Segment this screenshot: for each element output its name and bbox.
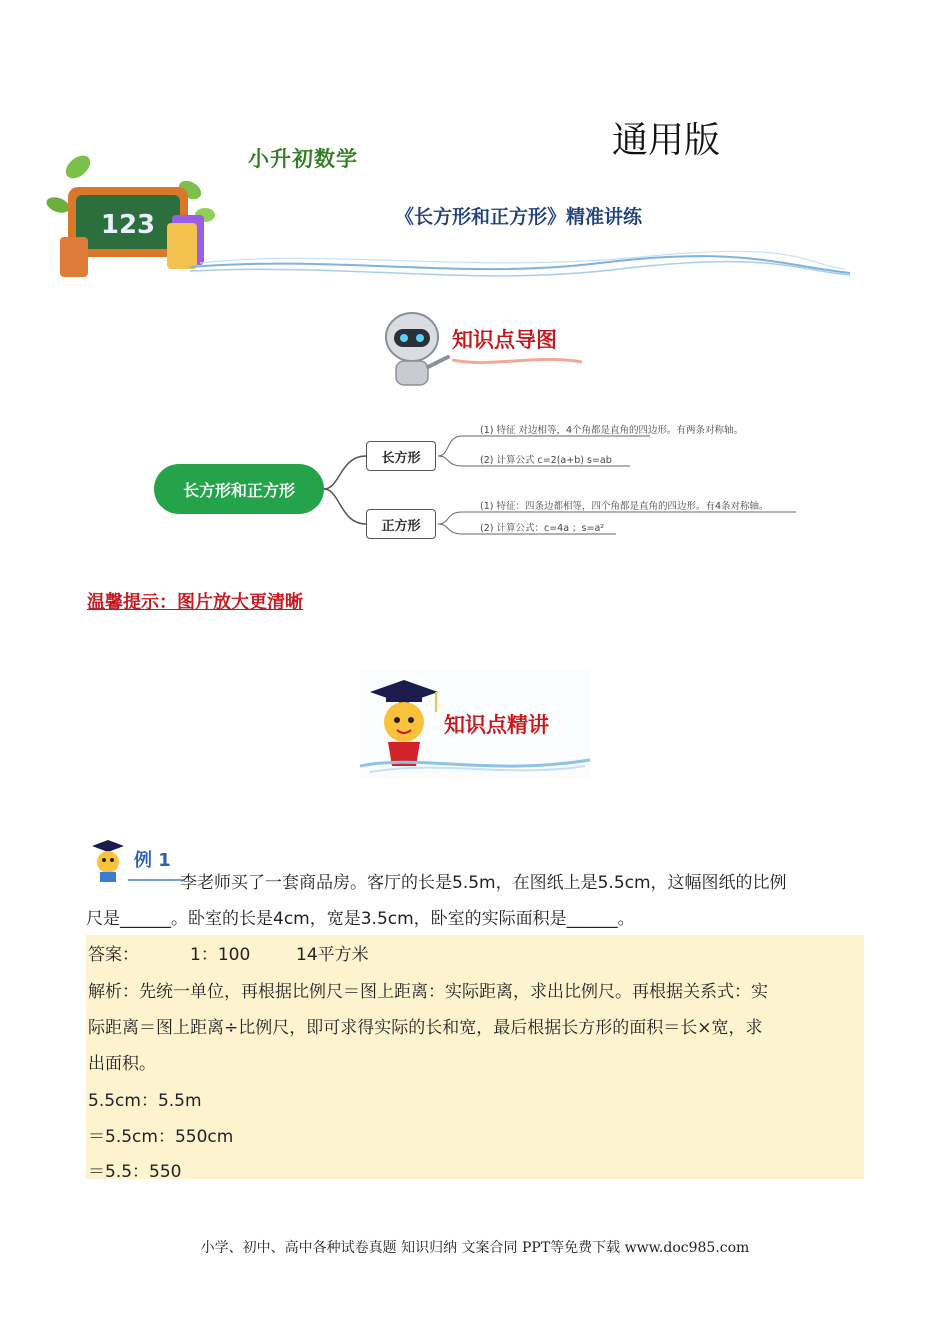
- example-text-line: 李老师买了一套商品房。客厅的长是5.5m，在图纸上是5.5cm，这幅图纸的比例: [180, 873, 787, 893]
- explanation-line: 解析：先统一单位，再根据比例尺＝图上距离：实际距离，求出比例尺。再根据关系式：实: [88, 982, 768, 1002]
- explanation-line: 出面积。: [88, 1054, 156, 1074]
- example-badge-label: 例 1: [134, 850, 171, 871]
- mindmap-root: 长方形和正方形: [154, 464, 324, 514]
- tip-text: 温馨提示：图片放大更清晰: [87, 592, 303, 613]
- footer-text: 小学、初中、高中各种试卷真题 知识归纳 文案合同 PPT等免费下载 www.doc985.com: [200, 1240, 750, 1256]
- answer-label: 答案：: [88, 945, 139, 965]
- mindmap-leaf: (1) 特征：四条边都相等，四个角都是直角的四边形。有4条对称轴。: [480, 501, 769, 512]
- calc-step: 5.5cm：5.5m: [88, 1091, 202, 1111]
- mindmap: [150, 420, 810, 550]
- subject-label: 小升初数学: [248, 147, 358, 171]
- mindmap-leaf: (2) 计算公式：c=4a ；s=a²: [480, 523, 605, 534]
- example-mascot-icon: [90, 836, 185, 886]
- example-badge: [90, 836, 185, 886]
- calc-step: ＝5.5：550: [88, 1162, 182, 1182]
- answer-value-area: 14平方米: [296, 945, 369, 965]
- mindmap-banner: [378, 307, 582, 387]
- mindmap-banner-text: 知识点导图: [452, 328, 557, 352]
- robot-icon: [378, 307, 450, 387]
- answer-value-ratio: 1：100: [190, 945, 251, 965]
- example-text-line: 尺是______。卧室的长是4cm，宽是3.5cm，卧室的实际面积是______。: [86, 909, 635, 929]
- board-number: 123: [100, 210, 156, 240]
- mindmap-node-rectangle: 长方形: [366, 441, 436, 471]
- banner-wave: [360, 748, 590, 778]
- explanation-line: 际距离＝图上距离÷比例尺，即可求得实际的长和宽，最后根据长方形的面积＝长×宽，求: [88, 1018, 763, 1038]
- mindmap-leaf: (2) 计算公式 c=2(a+b) s=ab: [480, 455, 612, 466]
- banner-underline: [452, 354, 582, 370]
- lecture-banner-text: 知识点精讲: [444, 713, 549, 737]
- mindmap-leaf: (1) 特征 对边相等，4个角都是直角的四边形。有两条对称轴。: [480, 425, 744, 436]
- calc-step: ＝5.5cm：550cm: [88, 1127, 234, 1147]
- document-title: 《长方形和正方形》精准讲练: [395, 206, 643, 228]
- edition-label: 通用版: [612, 120, 721, 161]
- mindmap-node-square: 正方形: [366, 509, 436, 539]
